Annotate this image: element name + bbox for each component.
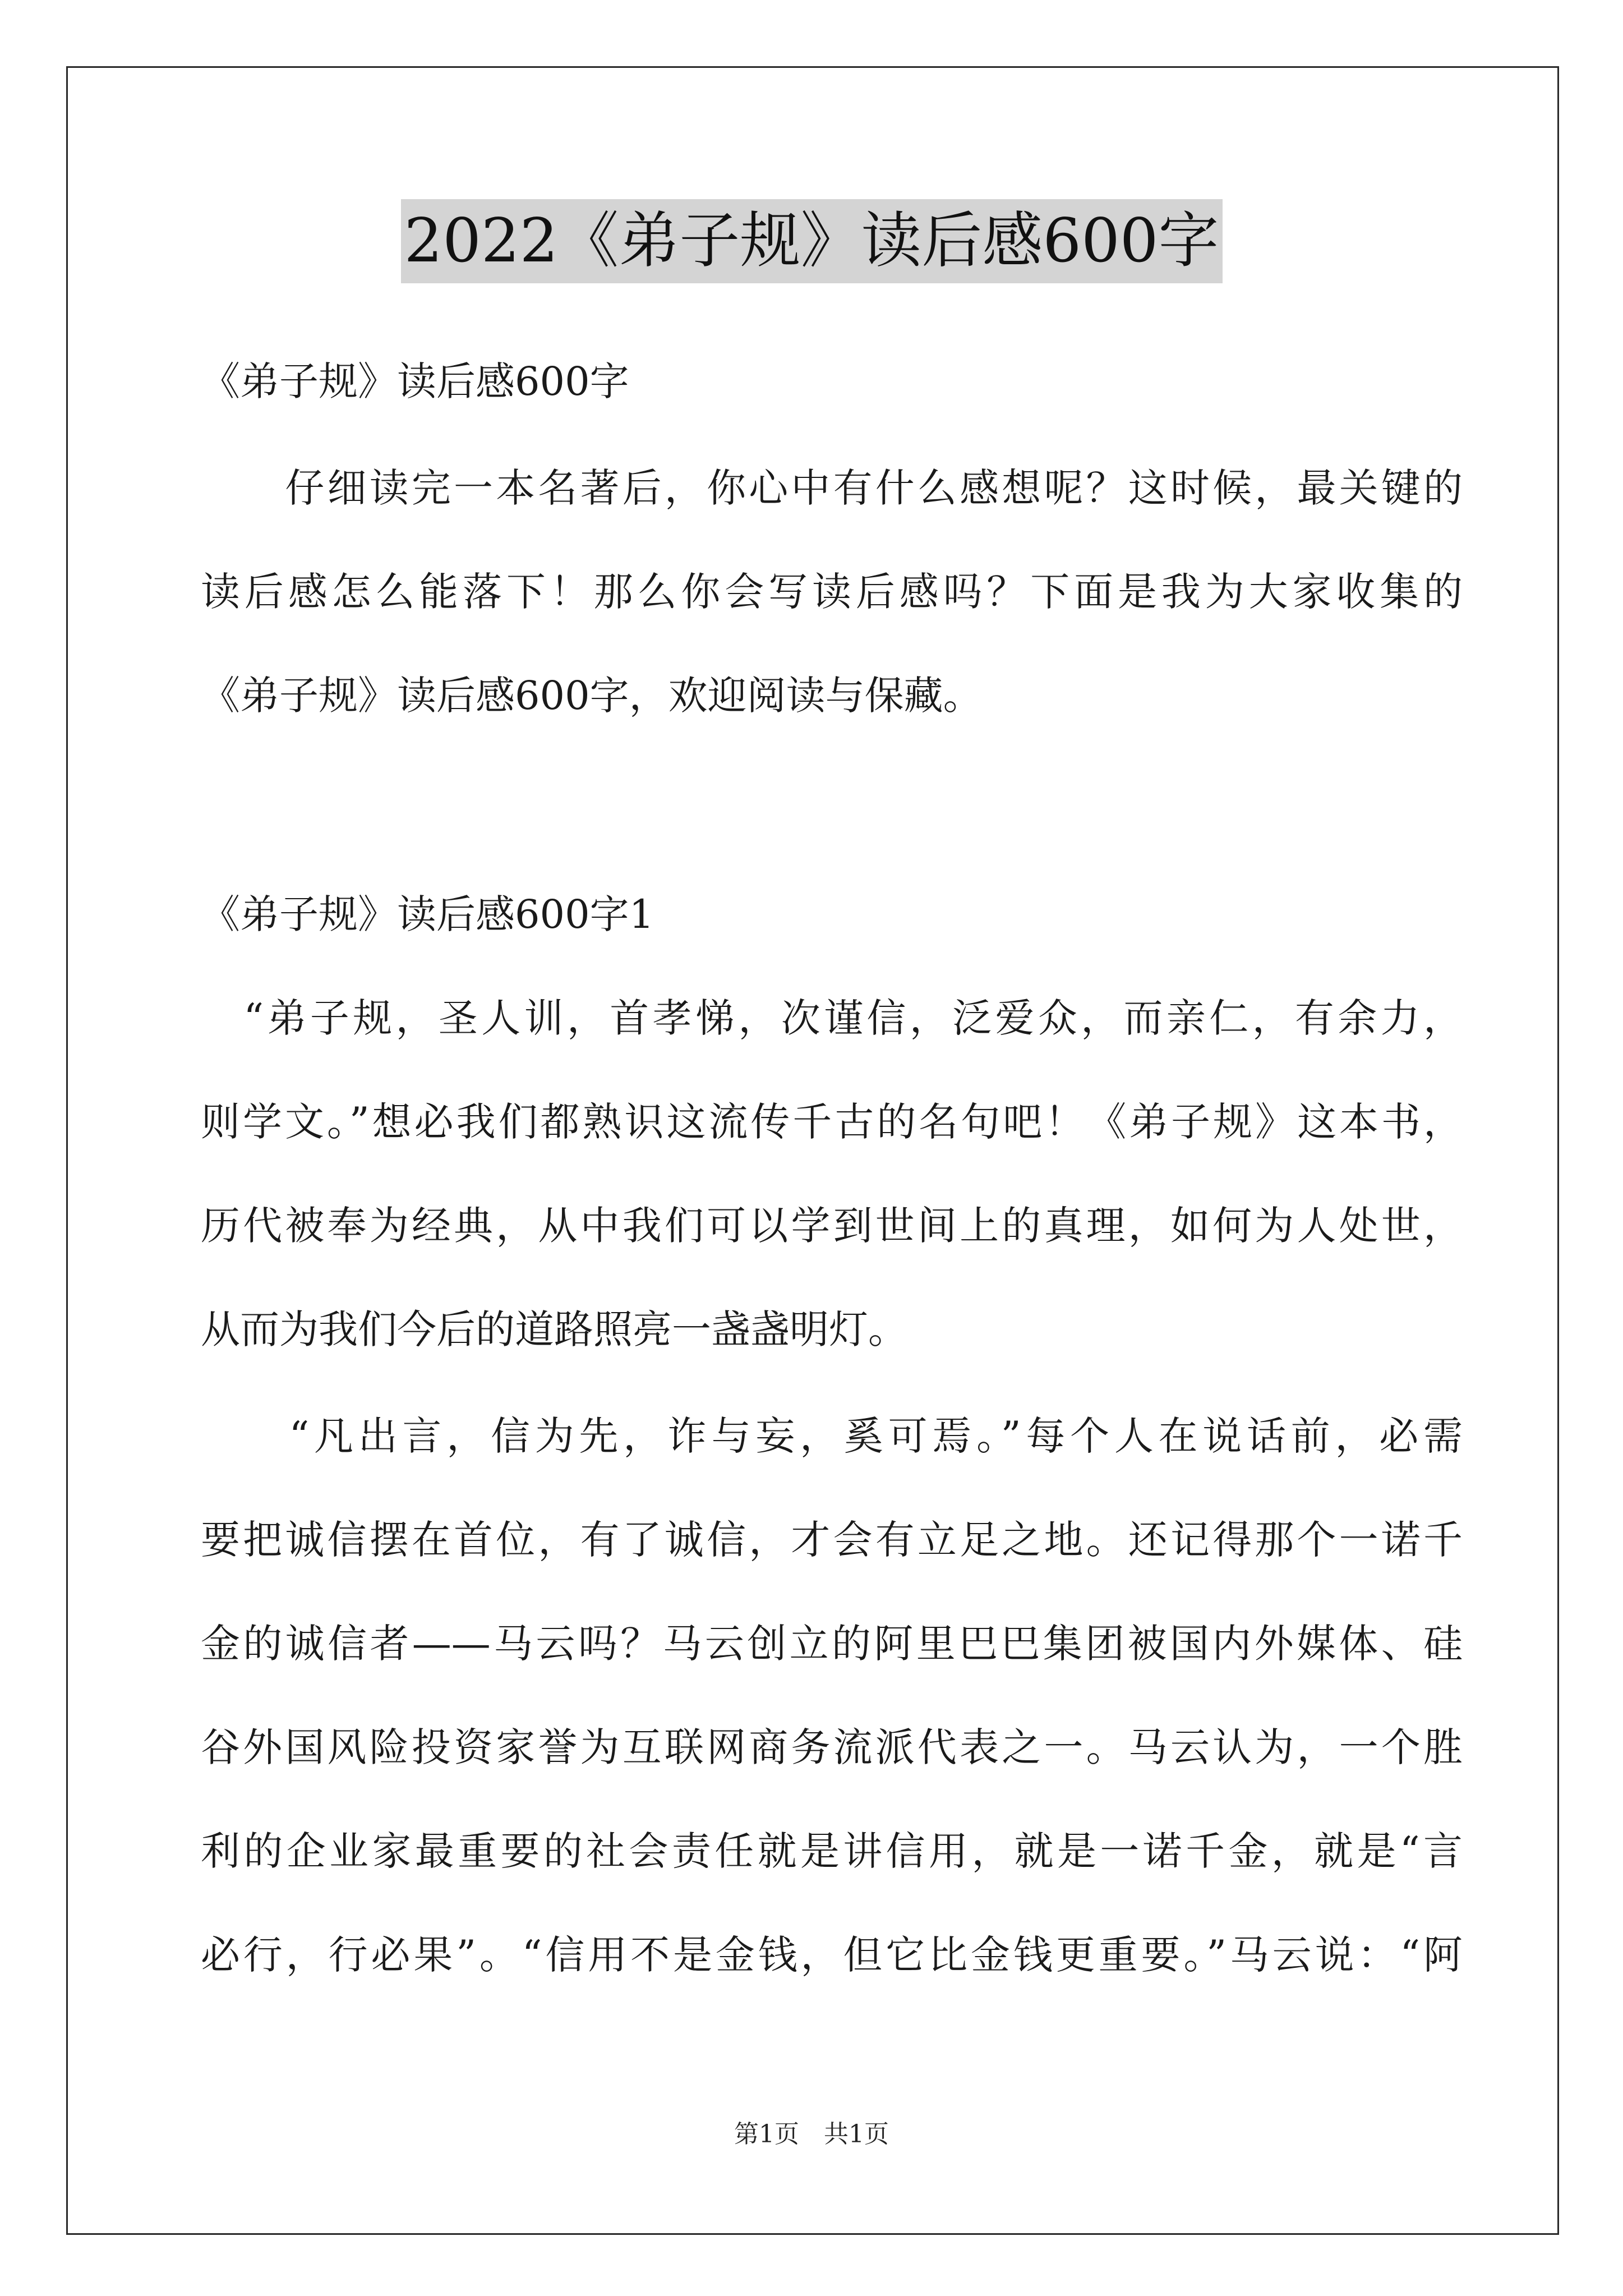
section-heading: 《弟子规》读后感600字1: [201, 891, 654, 937]
para2-line-1: “凡出言，信为先，诈与妄，奚可焉。”每个人在说话前，必需: [201, 1413, 1463, 1459]
para2-line-6: 必行，行必果”。“信用不是金钱，但它比金钱更重要。”马云说：“阿: [201, 1932, 1463, 1978]
page-footer: 第1页 共1页: [734, 2120, 889, 2148]
para2-line-4: 谷外国风险投资家誉为互联网商务流派代表之一。马云认为，一个胜: [201, 1724, 1463, 1770]
para1-line-2: 则学文。”想必我们都熟识这流传千古的名句吧！《弟子规》这本书，: [201, 1099, 1463, 1145]
para2-line-2: 要把诚信摆在首位，有了诚信，才会有立足之地。还记得那个一诺千: [201, 1517, 1463, 1563]
para1-line-1: “弟子规，圣人训，首孝悌，次谨信，泛爱众，而亲仁，有余力，: [201, 995, 1463, 1041]
intro-line-1: 仔细读完一本名著后，你心中有什么感想呢？这时候，最关键的: [201, 465, 1463, 511]
para1-line-4: 从而为我们今后的道路照亮一盏盏明灯。: [201, 1306, 907, 1352]
title-container: [0, 199, 1623, 283]
intro-line-3: 《弟子规》读后感600字，欢迎阅读与保藏。: [201, 673, 983, 719]
para2-line-3: 金的诚信者——马云吗？马云创立的阿里巴巴集团被国内外媒体、硅: [201, 1621, 1463, 1667]
subtitle: 《弟子规》读后感600字: [201, 358, 629, 404]
document-title: 2022《弟子规》读后感600字: [401, 199, 1223, 283]
para2-line-5: 利的企业家最重要的社会责任就是讲信用，就是一诺千金，就是“言: [201, 1828, 1463, 1874]
para1-line-3: 历代被奉为经典，从中我们可以学到世间上的真理，如何为人处世，: [201, 1203, 1463, 1249]
intro-line-2: 读后感怎么能落下！那么你会写读后感吗？下面是我为大家收集的: [201, 569, 1463, 615]
